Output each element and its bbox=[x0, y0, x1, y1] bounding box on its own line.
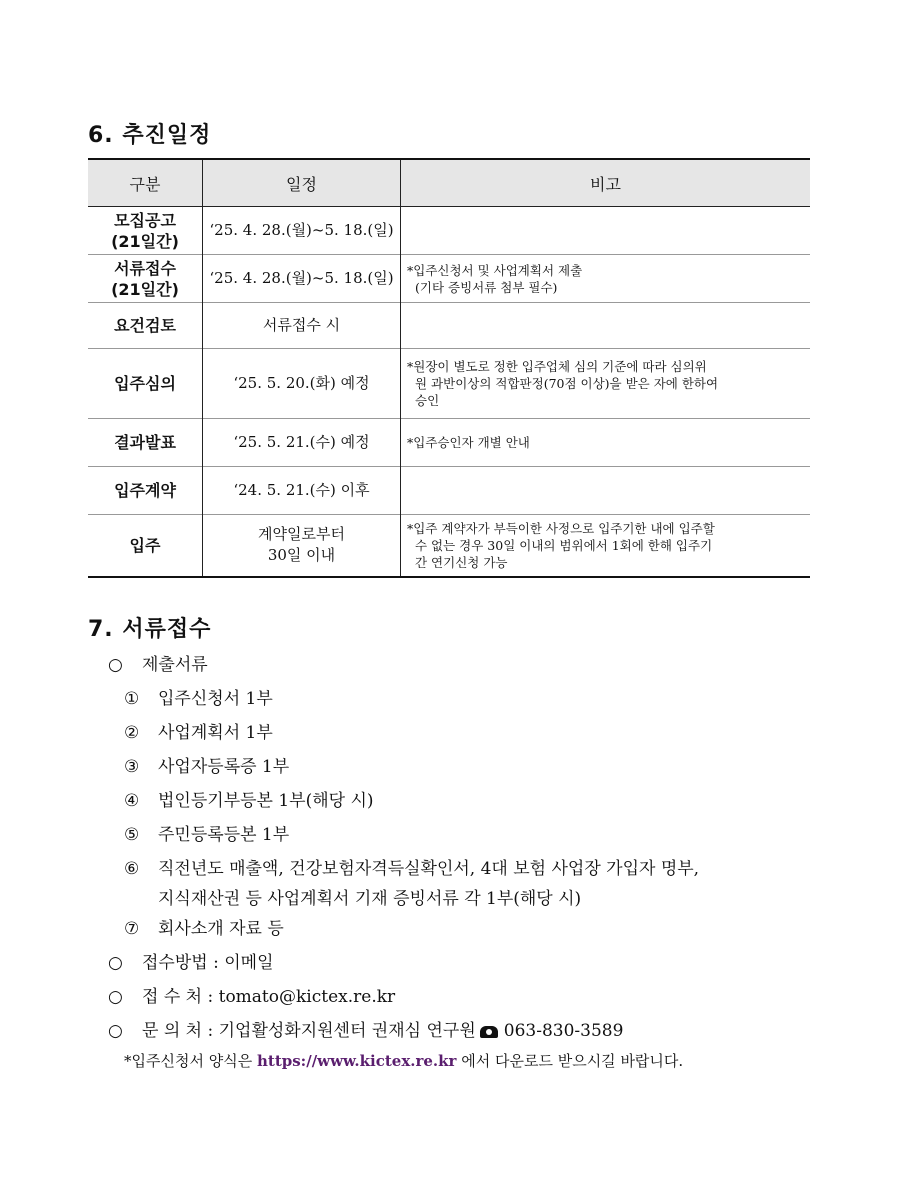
row-schedule-line: 30일 이내 bbox=[267, 546, 336, 565]
table-row bbox=[88, 207, 810, 255]
row-schedule-line: ‘25. 4. 28.(월)~5. 18.(일) bbox=[209, 221, 394, 239]
item-number: ⑥ bbox=[124, 859, 140, 879]
item-text: 사업자등록증 1부 bbox=[158, 757, 290, 777]
table-row bbox=[88, 349, 810, 419]
table-row bbox=[88, 419, 810, 467]
item-number: ③ bbox=[124, 757, 140, 777]
table-row bbox=[88, 303, 810, 349]
header-category: 구분 bbox=[88, 159, 203, 207]
row-remarks-line: 승인 bbox=[415, 393, 440, 408]
header-schedule: 일정 bbox=[203, 159, 401, 207]
item-number: ① bbox=[124, 689, 140, 709]
list-item bbox=[124, 752, 289, 777]
list-item bbox=[124, 786, 374, 811]
row-remarks bbox=[401, 303, 811, 349]
row-schedule bbox=[203, 349, 401, 419]
row-schedule-line: ‘25. 5. 21.(수) 예정 bbox=[233, 433, 370, 451]
row-remarks bbox=[401, 467, 811, 515]
method-line bbox=[108, 948, 274, 973]
item-number: ⑦ bbox=[124, 919, 140, 939]
row-category bbox=[88, 349, 203, 419]
row-category-line: (21일간) bbox=[111, 231, 179, 251]
row-schedule bbox=[203, 467, 401, 515]
row-category-line: (21일간) bbox=[111, 279, 179, 299]
row-category-line: 서류접수 bbox=[114, 258, 176, 278]
receiver-line bbox=[108, 982, 395, 1007]
section-6-title: 6. 추진일정 bbox=[88, 123, 212, 148]
item-text: 법인등기부등본 1부(해당 시) bbox=[158, 791, 374, 811]
row-remarks bbox=[401, 419, 811, 467]
row-category-line: 모집공고 bbox=[114, 210, 176, 230]
footer-prefix: *입주신청서 양식은 bbox=[124, 1052, 253, 1070]
item-number: ④ bbox=[124, 791, 140, 811]
row-category-line: 입주계약 bbox=[114, 481, 176, 500]
bullet: ○ bbox=[108, 987, 123, 1007]
submission-method: 접수방법 : 이메일 bbox=[142, 953, 274, 973]
row-schedule bbox=[203, 303, 401, 349]
table-row bbox=[88, 515, 810, 577]
table-header-row bbox=[88, 159, 810, 207]
list-item bbox=[124, 820, 289, 845]
row-remarks-line: *입주승인자 개별 안내 bbox=[407, 435, 530, 450]
row-schedule bbox=[203, 207, 401, 255]
row-schedule-line: 계약일로부터 bbox=[258, 525, 345, 544]
item-text: 직전년도 매출액, 건강보험자격득실확인서, 4대 보험 사업장 가입자 명부, bbox=[158, 859, 700, 879]
bullet: ○ bbox=[108, 1021, 123, 1041]
row-remarks-line: 간 연기신청 가능 bbox=[415, 554, 508, 570]
list-item bbox=[124, 718, 273, 743]
docs-heading: 제출서류 bbox=[142, 655, 208, 675]
row-remarks bbox=[401, 515, 811, 577]
receiver-email[interactable]: 접 수 처 : tomato@kictex.re.kr bbox=[142, 987, 396, 1007]
row-category-line: 요건검토 bbox=[114, 316, 176, 335]
row-remarks-line: 원 과반이상의 적합판정(70점 이상)을 받은 자에 한하여 bbox=[415, 376, 719, 391]
list-item bbox=[124, 854, 699, 879]
item-number: ⑤ bbox=[124, 825, 140, 845]
header-remarks: 비고 bbox=[401, 159, 811, 207]
row-schedule-line: 서류접수 시 bbox=[262, 316, 341, 334]
footer-note bbox=[124, 1050, 683, 1071]
row-category-line: 입주심의 bbox=[114, 374, 176, 393]
row-remarks-line: *원장이 별도로 정한 입주업체 심의 기준에 따라 심의위 bbox=[407, 359, 707, 374]
row-schedule bbox=[203, 255, 401, 303]
row-category bbox=[88, 467, 203, 515]
docs-heading-line bbox=[108, 650, 208, 675]
row-schedule-line: ‘25. 4. 28.(월)~5. 18.(일) bbox=[209, 269, 394, 287]
list-item bbox=[124, 684, 273, 709]
item-text: 사업계획서 1부 bbox=[158, 723, 273, 743]
row-remarks bbox=[401, 349, 811, 419]
row-category-line: 입주 bbox=[129, 535, 161, 555]
item-number: ② bbox=[124, 723, 140, 743]
schedule-table bbox=[88, 158, 810, 578]
row-remarks bbox=[401, 255, 811, 303]
row-category bbox=[88, 515, 203, 577]
phone-number: 063-830-3589 bbox=[503, 1021, 624, 1041]
item-text: 입주신청서 1부 bbox=[158, 689, 273, 709]
row-schedule bbox=[203, 515, 401, 577]
table-row bbox=[88, 255, 810, 303]
bullet: ○ bbox=[108, 953, 123, 973]
footer-suffix: 에서 다운로드 받으시길 바랍니다. bbox=[461, 1052, 684, 1070]
item-text-continued: 지식재산권 등 사업계획서 기재 증빙서류 각 1부(해당 시) bbox=[158, 889, 582, 909]
phone-icon bbox=[480, 1026, 498, 1038]
row-remarks bbox=[401, 207, 811, 255]
row-remarks-line: *입주신청서 및 사업계획서 제출 bbox=[407, 262, 583, 278]
row-schedule-line: ‘24. 5. 21.(수) 이후 bbox=[233, 481, 370, 499]
row-category bbox=[88, 255, 203, 303]
table-row bbox=[88, 467, 810, 515]
row-schedule bbox=[203, 419, 401, 467]
contact-info: 문 의 처 : 기업활성화지원센터 권재심 연구원 bbox=[142, 1021, 476, 1041]
row-remarks-line: (기타 증빙서류 첨부 필수) bbox=[415, 279, 558, 295]
row-schedule-line: ‘25. 5. 20.(화) 예정 bbox=[233, 374, 370, 392]
list-item bbox=[124, 914, 284, 939]
row-category bbox=[88, 207, 203, 255]
row-category bbox=[88, 303, 203, 349]
row-remarks-line: 수 없는 경우 30일 이내의 범위에서 1회에 한해 입주기 bbox=[415, 537, 713, 553]
section-7-title: 7. 서류접수 bbox=[88, 617, 212, 642]
row-remarks-line: *입주 계약자가 부득이한 사정으로 입주기한 내에 입주할 bbox=[407, 520, 715, 536]
download-link[interactable]: https://www.kictex.re.kr bbox=[256, 1052, 457, 1070]
bullet: ○ bbox=[108, 655, 123, 675]
row-category bbox=[88, 419, 203, 467]
contact-line bbox=[108, 1016, 623, 1041]
item-text: 주민등록등본 1부 bbox=[158, 825, 290, 845]
row-category-line: 결과발표 bbox=[114, 433, 176, 452]
item-text: 회사소개 자료 등 bbox=[158, 919, 284, 939]
